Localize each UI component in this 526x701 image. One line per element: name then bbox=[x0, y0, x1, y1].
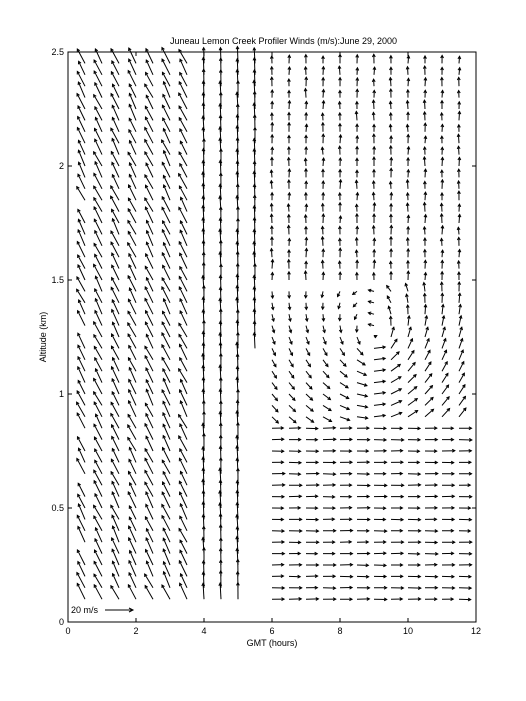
wind-vector bbox=[180, 358, 187, 371]
wind-vector bbox=[391, 389, 401, 394]
wind-vector bbox=[94, 437, 102, 451]
wind-vector bbox=[145, 586, 153, 600]
wind-vector bbox=[442, 397, 449, 406]
wind-vector bbox=[130, 483, 136, 497]
wind-vector bbox=[95, 254, 102, 268]
wind-vector bbox=[425, 374, 432, 383]
wind-vector bbox=[289, 405, 295, 411]
wind-vector bbox=[113, 358, 119, 372]
wind-vector bbox=[408, 351, 414, 360]
wind-vector bbox=[128, 425, 136, 440]
y-tick-label: 0.5 bbox=[51, 503, 64, 513]
wind-vector bbox=[112, 334, 119, 348]
wind-vector bbox=[129, 118, 136, 131]
wind-vector bbox=[94, 585, 102, 599]
wind-vector bbox=[146, 334, 153, 348]
y-tick-labels bbox=[51, 47, 64, 627]
wind-vector bbox=[146, 72, 153, 86]
wind-vector bbox=[408, 375, 416, 383]
wind-vector bbox=[220, 48, 221, 64]
wind-vector bbox=[323, 371, 329, 377]
wind-vector bbox=[128, 209, 136, 223]
wind-vectors bbox=[77, 46, 472, 600]
wind-vector bbox=[306, 383, 312, 389]
wind-vector bbox=[112, 175, 119, 189]
wind-vector bbox=[129, 345, 136, 359]
wind-vector bbox=[425, 397, 433, 405]
wind-vector bbox=[237, 46, 238, 63]
wind-vector bbox=[77, 187, 85, 201]
wind-vector bbox=[179, 369, 187, 383]
wind-vector bbox=[180, 516, 187, 531]
scale-label: 20 m/s bbox=[71, 605, 99, 615]
y-tick-label: 1.5 bbox=[51, 275, 64, 285]
wind-vector bbox=[111, 459, 119, 474]
y-tick-label: 0 bbox=[58, 617, 64, 627]
wind-vector bbox=[111, 586, 119, 599]
wind-vector bbox=[306, 394, 313, 400]
wind-vector bbox=[272, 405, 278, 411]
y-tick-label: 1 bbox=[58, 389, 64, 399]
wind-vector bbox=[113, 84, 119, 97]
wind-vector bbox=[130, 141, 136, 155]
wind-vector bbox=[459, 385, 465, 394]
y-tick-label: 2 bbox=[58, 161, 64, 171]
wind-vector bbox=[146, 278, 153, 292]
wind-vector bbox=[78, 483, 85, 496]
chart-date: June 29, 2000 bbox=[340, 36, 398, 46]
wind-vector bbox=[181, 574, 187, 588]
wind-vector bbox=[79, 448, 85, 462]
x-tick-label: 6 bbox=[269, 626, 275, 636]
wind-vector bbox=[78, 174, 85, 189]
x-tick-label: 8 bbox=[337, 626, 343, 636]
wind-vector bbox=[145, 198, 153, 212]
x-tick-label: 4 bbox=[201, 626, 207, 636]
x-tick-label: 0 bbox=[65, 626, 71, 636]
wind-vector bbox=[289, 417, 296, 423]
wind-vector bbox=[323, 394, 330, 400]
x-tick-label: 2 bbox=[133, 626, 139, 636]
wind-vector bbox=[408, 411, 418, 417]
wind-vector bbox=[96, 414, 102, 428]
wind-vector bbox=[340, 371, 347, 377]
wind-vector bbox=[340, 360, 346, 366]
wind-vector bbox=[146, 163, 153, 177]
wind-vector bbox=[408, 399, 417, 406]
wind-vector bbox=[146, 254, 153, 269]
wind-vector bbox=[163, 265, 170, 280]
x-tick-label: 10 bbox=[402, 626, 414, 636]
wind-vector bbox=[391, 377, 401, 383]
wind-vector bbox=[162, 585, 170, 599]
y-tick-label: 2.5 bbox=[51, 47, 64, 57]
x-axis-label: GMT (hours) bbox=[246, 638, 298, 648]
wind-vector bbox=[306, 405, 313, 411]
wind-vector bbox=[77, 289, 85, 303]
wind-vector bbox=[459, 373, 464, 382]
wind-vector bbox=[95, 494, 102, 508]
wind-vector bbox=[357, 348, 363, 354]
wind-vector bbox=[129, 459, 136, 474]
wind-vector bbox=[130, 551, 136, 565]
scale-reference bbox=[71, 605, 133, 615]
wind-vector bbox=[408, 363, 415, 372]
wind-vector bbox=[425, 386, 432, 394]
wind-vector bbox=[128, 585, 136, 599]
chart-title: Juneau Lemon Creek Profiler Winds (m/s): bbox=[170, 36, 341, 46]
wind-vector bbox=[391, 352, 399, 360]
wind-vector bbox=[442, 373, 448, 382]
wind-vector bbox=[113, 574, 119, 588]
x-tick-labels bbox=[65, 626, 481, 636]
wind-vector bbox=[96, 369, 102, 383]
wind-vector bbox=[289, 394, 295, 400]
wind-vector bbox=[459, 396, 465, 405]
wind-vector bbox=[425, 409, 434, 417]
y-axis-label: Altitude (km) bbox=[38, 311, 48, 363]
wind-vector bbox=[77, 277, 85, 291]
wind-vector bbox=[408, 387, 417, 394]
wind-vector bbox=[442, 409, 450, 417]
wind-vector bbox=[459, 408, 466, 417]
x-tick-label: 12 bbox=[470, 626, 482, 636]
wind-vector bbox=[180, 311, 187, 326]
wind-vector bbox=[391, 364, 400, 371]
wind-vector bbox=[391, 339, 397, 348]
wind-vector bbox=[272, 417, 278, 423]
wind-vector bbox=[323, 383, 330, 389]
wind-vector bbox=[78, 106, 85, 120]
wind-vector bbox=[180, 141, 187, 154]
wind-vector bbox=[94, 322, 102, 337]
wind-vector bbox=[163, 448, 170, 463]
wind-vector bbox=[425, 362, 431, 371]
wind-vector bbox=[442, 385, 449, 394]
